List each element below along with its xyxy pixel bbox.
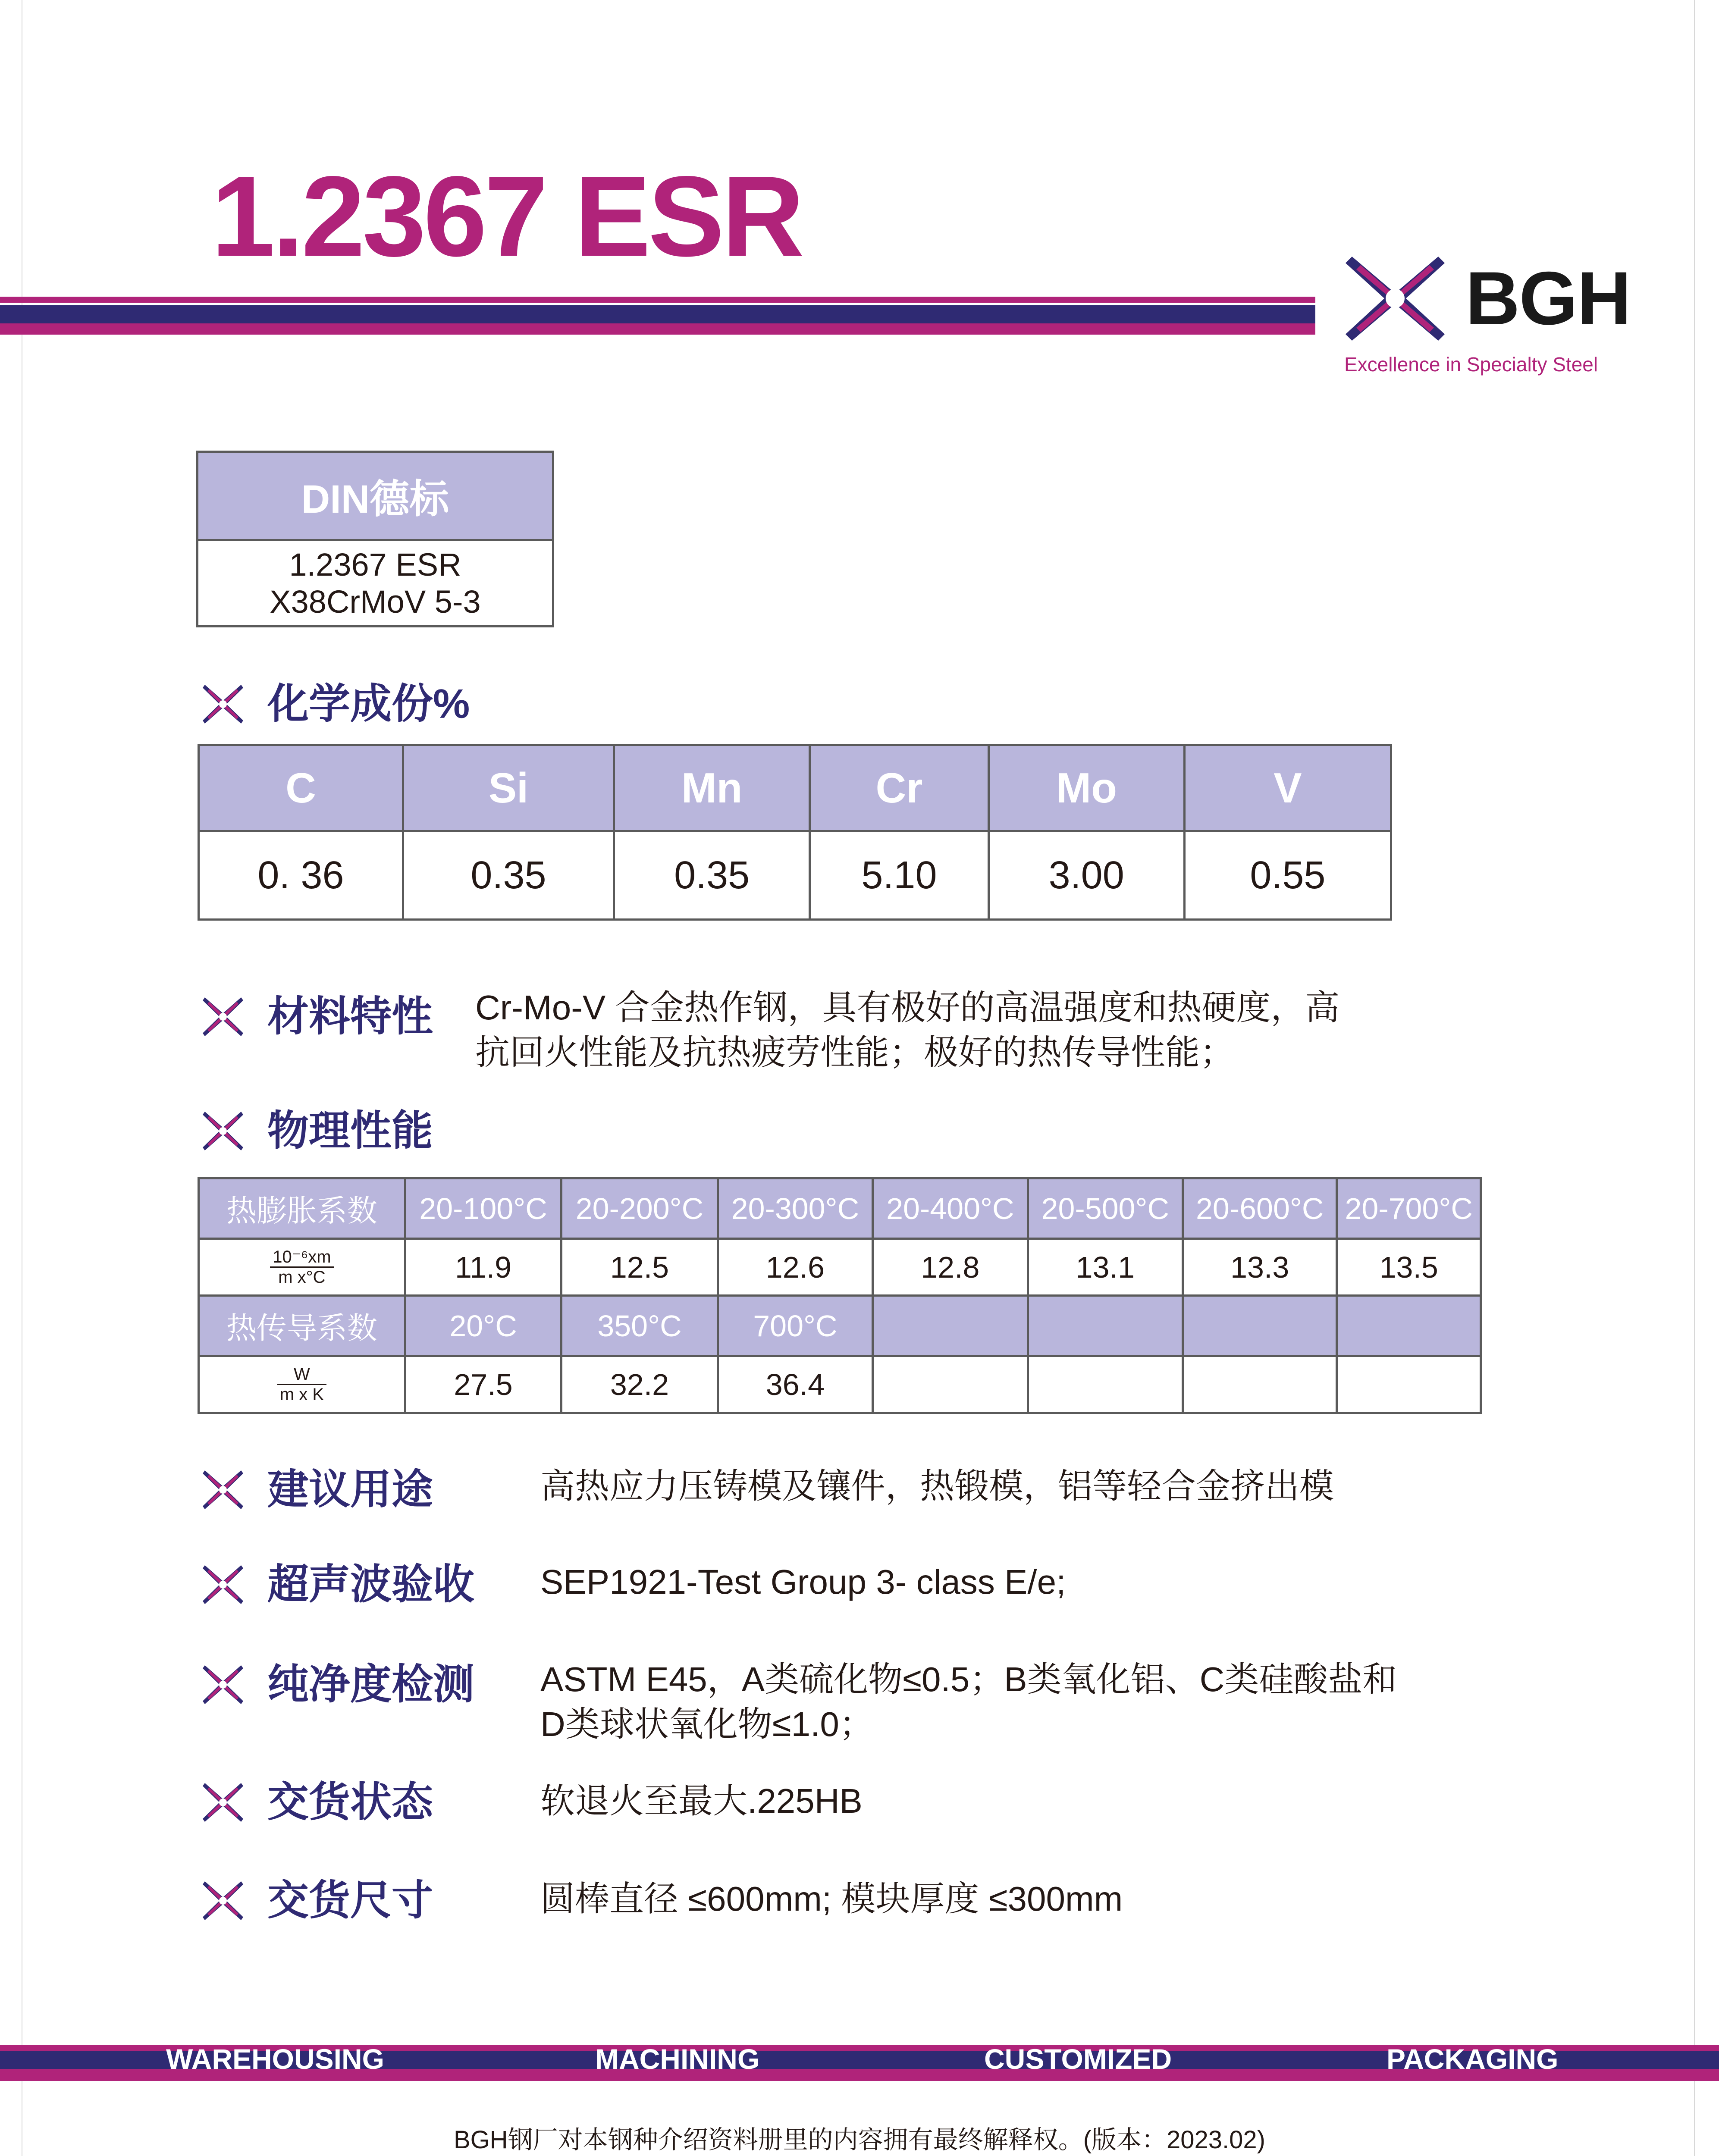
section-title-delivery-size: 交货尺寸: [267, 1877, 433, 1924]
expansion-range: 20-200°C: [561, 1178, 718, 1239]
section-bullet-icon: [201, 1663, 245, 1706]
header-band-bottom: [0, 323, 1315, 335]
section-bullet-icon: [201, 995, 245, 1038]
empty-cell: [1337, 1356, 1481, 1413]
section-bullet-icon: [201, 1563, 245, 1606]
section-title-usage: 建议用途: [267, 1467, 433, 1513]
conductivity-temp: 350°C: [561, 1296, 718, 1356]
conductivity-value: 36.4: [718, 1356, 872, 1413]
expansion-label: 热膨胀系数: [199, 1178, 405, 1239]
expansion-range: 20-700°C: [1337, 1178, 1481, 1239]
conductivity-unit-denominator: m x K: [279, 1385, 324, 1404]
delivery-size-text: 圆棒直径 ≤600mm; 模块厚度 ≤300mm: [540, 1880, 1123, 1918]
din-grade: 1.2367 ESR: [289, 547, 461, 583]
expansion-unit-denominator: m x°C: [278, 1268, 326, 1287]
empty-cell: [1183, 1296, 1337, 1356]
din-table: [196, 451, 554, 627]
conductivity-label: 热传导系数: [199, 1296, 405, 1356]
section-title-chemical: 化学成份%: [267, 681, 470, 727]
bgh-logo-icon: [1343, 252, 1447, 345]
header-band-mid: [0, 305, 1315, 323]
section-bullet-icon: [201, 1879, 245, 1922]
material-text-line1: Cr-Mo-V 合金热作钢，具有极好的高温强度和热硬度，高: [475, 988, 1340, 1027]
expansion-range: 20-100°C: [405, 1178, 561, 1239]
empty-cell: [1028, 1356, 1183, 1413]
footer-label-packaging: PACKAGING: [1386, 2043, 1559, 2075]
din-values: [198, 540, 553, 627]
expansion-unit-numerator: 10⁻⁶xm: [270, 1247, 333, 1268]
chem-header-mo: Mo: [988, 745, 1184, 831]
empty-cell: [873, 1356, 1028, 1413]
purity-text-line1: ASTM E45，A类硫化物≤0.5；B类氧化铝、C类硅酸盐和: [540, 1660, 1397, 1698]
conductivity-temp: 700°C: [718, 1296, 872, 1356]
empty-cell: [873, 1296, 1028, 1356]
section-bullet-icon: [201, 1468, 245, 1511]
delivery-state-text: 软退火至最大.225HB: [540, 1782, 863, 1820]
physical-table: [198, 1177, 1482, 1414]
empty-cell: [1183, 1356, 1337, 1413]
expansion-range: 20-400°C: [873, 1178, 1028, 1239]
chem-value-mo: 3.00: [988, 831, 1184, 920]
chem-header-cr: Cr: [810, 745, 988, 831]
footer-label-warehousing: WAREHOUSING: [166, 2043, 385, 2075]
logo-wordmark: BGH: [1465, 257, 1631, 341]
din-header: DIN德标: [198, 452, 553, 540]
section-bullet-icon: [201, 1109, 245, 1153]
conductivity-unit: [199, 1356, 405, 1413]
chem-value-v: 0.55: [1184, 831, 1391, 920]
ultrasonic-text: SEP1921-Test Group 3- class E/e;: [540, 1563, 1066, 1601]
chem-value-si: 0.35: [403, 831, 614, 920]
section-title-ultrasonic: 超声波验收: [267, 1561, 474, 1608]
chem-value-cr: 5.10: [810, 831, 988, 920]
chem-header-c: C: [199, 745, 403, 831]
page-title: 1.2367 ESR: [211, 153, 802, 280]
expansion-value: 13.1: [1028, 1239, 1183, 1296]
conductivity-value: 27.5: [405, 1356, 561, 1413]
expansion-value: 13.3: [1183, 1239, 1337, 1296]
chem-header-si: Si: [403, 745, 614, 831]
material-text-line2: 抗回火性能及抗热疲劳性能；极好的热传导性能；: [475, 1033, 1234, 1072]
purity-text-line2: D类球状氧化物≤1.0；: [540, 1705, 874, 1743]
material-text: [475, 985, 1339, 1075]
header-band-top: [0, 297, 1315, 303]
expansion-unit: [199, 1239, 405, 1296]
copyright-notice: BGH钢厂对本钢种介绍资料册里的内容拥有最终解释权。(版本：2023.02): [454, 2126, 1265, 2154]
section-title-material: 材料特性: [267, 993, 433, 1040]
footer-label-customized: CUSTOMIZED: [984, 2043, 1172, 2075]
din-designation: X38CrMoV 5-3: [270, 583, 481, 620]
conductivity-value: 32.2: [561, 1356, 718, 1413]
expansion-range: 20-600°C: [1183, 1178, 1337, 1239]
chem-header-v: V: [1184, 745, 1391, 831]
purity-text: [540, 1657, 1397, 1747]
expansion-value: 12.6: [718, 1239, 872, 1296]
chem-value-c: 0. 36: [199, 831, 403, 920]
conductivity-unit-fraction: [277, 1365, 326, 1404]
chem-header-mn: Mn: [614, 745, 810, 831]
footer-label-machining: MACHINING: [595, 2043, 760, 2075]
section-title-physical: 物理性能: [267, 1108, 433, 1154]
section-bullet-icon: [201, 683, 245, 726]
expansion-range: 20-300°C: [718, 1178, 872, 1239]
expansion-value: 12.8: [873, 1239, 1028, 1296]
logo-tagline: Excellence in Specialty Steel: [1344, 353, 1598, 376]
chemical-table: [198, 744, 1392, 921]
conductivity-temp: 20°C: [405, 1296, 561, 1356]
expansion-range: 20-500°C: [1028, 1178, 1183, 1239]
chem-value-mn: 0.35: [614, 831, 810, 920]
section-bullet-icon: [201, 1781, 245, 1824]
empty-cell: [1337, 1296, 1481, 1356]
expansion-value: 11.9: [405, 1239, 561, 1296]
expansion-value: 12.5: [561, 1239, 718, 1296]
usage-text: 高热应力压铸模及镶件，热锻模，铝等轻合金挤出模: [540, 1467, 1334, 1505]
conductivity-unit-numerator: W: [277, 1365, 326, 1385]
section-title-purity: 纯净度检测: [267, 1661, 474, 1708]
empty-cell: [1028, 1296, 1183, 1356]
section-title-delivery-state: 交货状态: [267, 1779, 433, 1825]
expansion-value: 13.5: [1337, 1239, 1481, 1296]
expansion-unit-fraction: [270, 1247, 333, 1287]
